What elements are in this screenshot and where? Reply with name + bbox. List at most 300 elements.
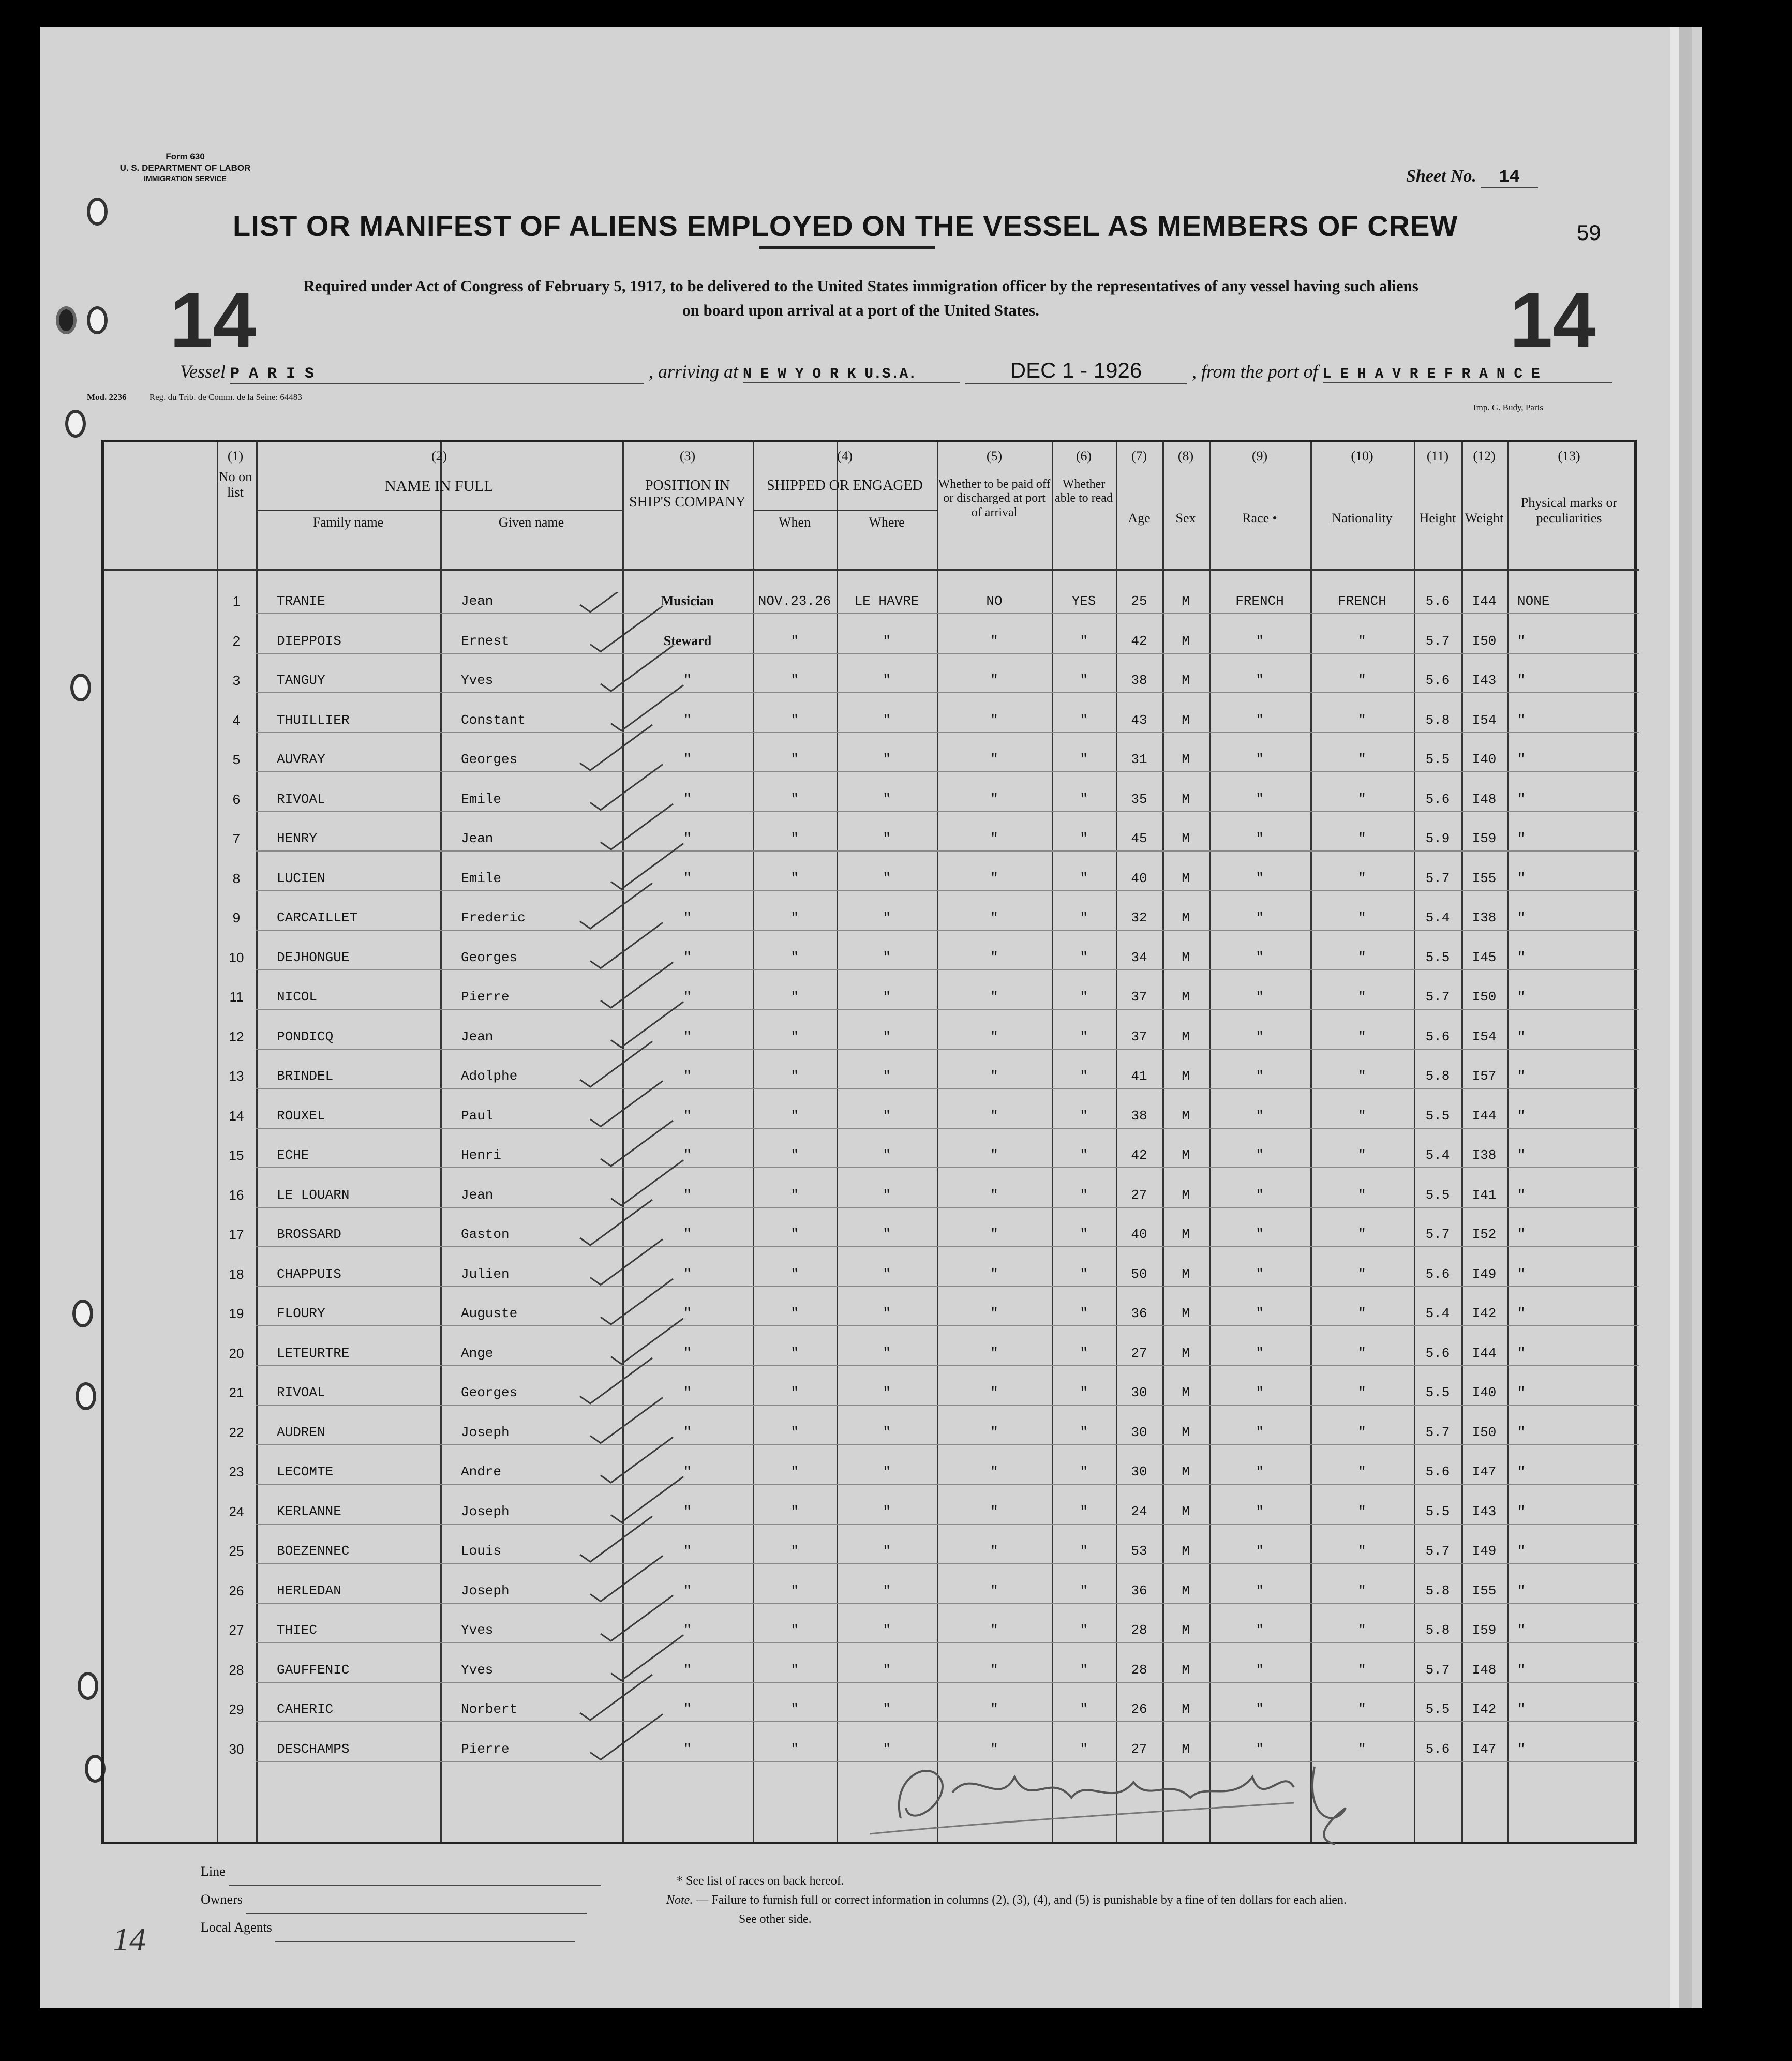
- weight-cell: I47: [1472, 1741, 1497, 1757]
- nationality-cell: ": [1358, 712, 1366, 728]
- position-cell: ": [683, 1385, 692, 1400]
- sex-cell: M: [1182, 1306, 1190, 1321]
- sex-cell: M: [1182, 1187, 1190, 1203]
- weight-cell: I41: [1472, 1187, 1497, 1203]
- given-name-cell: Emile: [461, 870, 502, 886]
- weight-cell: I40: [1472, 752, 1497, 767]
- col-2-title: NAME IN FULL: [385, 477, 494, 495]
- given-name-cell: Ernest: [461, 633, 510, 649]
- able-to-read-cell: ": [1080, 1503, 1088, 1519]
- row-number-cell: 2: [232, 633, 241, 649]
- physical-marks-cell: ": [1517, 1385, 1526, 1400]
- row-rule: [937, 1207, 1639, 1208]
- checkmark-icon: [601, 804, 673, 849]
- col-7-title: Age: [1128, 510, 1151, 526]
- weight-cell: I50: [1472, 989, 1497, 1005]
- age-cell: 40: [1131, 870, 1147, 886]
- vessel-label: Vessel: [180, 361, 226, 382]
- checkmark-icon: [580, 725, 652, 770]
- sheet-number: 14: [1481, 168, 1538, 188]
- height-cell: 5.5: [1425, 1701, 1450, 1717]
- shipped-where-cell: ": [883, 1068, 891, 1084]
- shipped-when-cell: ": [790, 1108, 799, 1124]
- able-to-read-cell: ": [1080, 1108, 1088, 1124]
- paid-off-cell: ": [990, 1108, 998, 1124]
- col-1-header: [217, 449, 254, 500]
- checkmark-icon: [580, 1675, 652, 1720]
- physical-marks-cell: NONE: [1517, 593, 1550, 609]
- weight-cell: I49: [1472, 1266, 1497, 1282]
- height-cell: 5.5: [1425, 949, 1450, 965]
- paid-off-cell: ": [990, 1503, 998, 1519]
- shipped-when-cell: ": [790, 831, 799, 846]
- able-to-read-cell: ": [1080, 1701, 1088, 1717]
- age-cell: 42: [1131, 633, 1147, 649]
- col-13-number: (13): [1558, 449, 1580, 464]
- given-name-cell: Yves: [461, 1662, 494, 1678]
- shipped-when-cell: ": [790, 1543, 799, 1559]
- family-name-cell: ROUXEL: [277, 1108, 325, 1124]
- able-to-read-cell: ": [1080, 1582, 1088, 1599]
- col-12-header: [1461, 449, 1507, 526]
- race-cell: ": [1256, 989, 1264, 1005]
- weight-cell: I50: [1472, 1424, 1497, 1440]
- race-cell: ": [1256, 949, 1264, 965]
- when-header: When: [778, 515, 811, 530]
- able-to-read-cell: ": [1080, 1187, 1088, 1203]
- family-name-cell: CAHERIC: [277, 1701, 334, 1717]
- row-rule: [937, 771, 1639, 772]
- height-cell: 5.7: [1425, 870, 1450, 886]
- height-cell: 5.8: [1425, 712, 1450, 728]
- row-number-cell: 9: [232, 910, 241, 925]
- row-rule: [937, 1128, 1639, 1129]
- races-note: * See list of races on back hereof.: [677, 1874, 844, 1888]
- checkmark-icon: [590, 1714, 663, 1760]
- given-name-cell: Adolphe: [461, 1068, 518, 1084]
- checkmark-strokes: [487, 592, 704, 1855]
- nationality-cell: ": [1358, 831, 1366, 846]
- row-number-cell: 19: [229, 1306, 244, 1321]
- shipped-where-cell: ": [883, 1227, 891, 1242]
- given-name-cell: Georges: [461, 1385, 518, 1400]
- able-to-read-cell: ": [1080, 989, 1088, 1005]
- position-cell: ": [683, 910, 692, 925]
- printer-imprint: Imp. G. Budy, Paris: [1473, 402, 1543, 412]
- given-name-cell: Henri: [461, 1147, 502, 1163]
- stamp-number-left: 14: [170, 276, 256, 363]
- physical-marks-cell: ": [1517, 949, 1526, 965]
- age-cell: 37: [1131, 989, 1147, 1005]
- position-cell: ": [683, 1345, 692, 1361]
- given-name-cell: Georges: [461, 949, 518, 965]
- paid-off-cell: ": [990, 1543, 998, 1559]
- weight-cell: I44: [1472, 1108, 1497, 1124]
- row-rule: [937, 1049, 1639, 1050]
- given-name-cell: Yves: [461, 673, 494, 688]
- departure-port: L E H A V R E F R A N C E: [1323, 366, 1612, 383]
- position-cell: ": [683, 1622, 692, 1638]
- sex-cell: M: [1182, 1464, 1190, 1480]
- physical-marks-cell: ": [1517, 1187, 1526, 1203]
- row-rule: [937, 890, 1639, 891]
- able-to-read-cell: ": [1080, 910, 1088, 925]
- shipped-when-cell: ": [790, 712, 799, 728]
- row-number-cell: 22: [229, 1424, 244, 1440]
- row-number-cell: 10: [229, 949, 244, 965]
- vessel-line: [180, 358, 1612, 384]
- shipped-when-cell: ": [790, 1028, 799, 1044]
- checkmark-icon: [601, 1121, 673, 1166]
- weight-cell: I44: [1472, 593, 1497, 609]
- shipped-when-cell: ": [790, 989, 799, 1005]
- sex-cell: M: [1182, 1266, 1190, 1282]
- row-rule: [937, 1642, 1639, 1643]
- checkmark-icon: [580, 1041, 652, 1087]
- row-number-cell: 20: [229, 1345, 244, 1361]
- given-name-cell: Julien: [461, 1266, 510, 1282]
- given-name-cell: Gaston: [461, 1227, 510, 1242]
- position-cell: ": [683, 949, 692, 965]
- able-to-read-cell: ": [1080, 1345, 1088, 1361]
- family-name-cell: DIEPPOIS: [277, 633, 341, 649]
- sex-cell: M: [1182, 1543, 1190, 1559]
- age-cell: 50: [1131, 1266, 1147, 1282]
- physical-marks-cell: ": [1517, 870, 1526, 886]
- shipped-when-cell: ": [790, 949, 799, 965]
- paid-off-cell: ": [990, 870, 998, 886]
- position-cell: ": [683, 831, 692, 846]
- col-9-title: Race •: [1242, 510, 1277, 526]
- able-to-read-cell: ": [1080, 1622, 1088, 1638]
- race-cell: ": [1256, 1662, 1264, 1678]
- age-cell: 42: [1131, 1147, 1147, 1163]
- able-to-read-cell: YES: [1071, 593, 1096, 609]
- age-cell: 38: [1131, 1108, 1147, 1124]
- row-rule: [937, 1682, 1639, 1683]
- row-number-cell: 11: [229, 989, 244, 1005]
- given-name-cell: Auguste: [461, 1306, 518, 1321]
- nationality-cell: ": [1358, 1701, 1366, 1717]
- sex-cell: M: [1182, 752, 1190, 767]
- nationality-cell: ": [1358, 1503, 1366, 1519]
- weight-cell: I38: [1472, 910, 1497, 925]
- physical-marks-cell: ": [1517, 1464, 1526, 1480]
- row-rule: [937, 1563, 1639, 1564]
- punch-hole: [78, 1672, 98, 1700]
- family-name-cell: GAUFFENIC: [277, 1662, 350, 1678]
- shipped-where-cell: ": [883, 1701, 891, 1717]
- agents-label: Local Agents: [201, 1920, 272, 1935]
- sex-cell: M: [1182, 1701, 1190, 1717]
- sex-cell: M: [1182, 870, 1190, 886]
- able-to-read-cell: ": [1080, 712, 1088, 728]
- paid-off-cell: ": [990, 1582, 998, 1599]
- checkmark-icon: [590, 1239, 663, 1285]
- able-to-read-cell: ": [1080, 1385, 1088, 1400]
- height-cell: 5.7: [1425, 1227, 1450, 1242]
- nationality-cell: ": [1358, 633, 1366, 649]
- height-cell: 5.7: [1425, 989, 1450, 1005]
- shipped-where-cell: ": [883, 1266, 891, 1282]
- family-name-cell: TRANIE: [277, 593, 325, 609]
- paid-off-cell: ": [990, 831, 998, 846]
- col-7-number: (7): [1131, 449, 1147, 464]
- family-name-cell: PONDICQ: [277, 1028, 334, 1044]
- age-cell: 36: [1131, 1306, 1147, 1321]
- shipped-where-cell: ": [883, 1028, 891, 1044]
- shipped-when-cell: ": [790, 1068, 799, 1084]
- height-cell: 5.6: [1425, 593, 1450, 609]
- sex-cell: M: [1182, 1503, 1190, 1519]
- able-to-read-cell: ": [1080, 1424, 1088, 1440]
- form-number: Form 630: [166, 152, 205, 161]
- given-name-cell: Jean: [461, 1028, 494, 1044]
- sex-cell: M: [1182, 831, 1190, 846]
- physical-marks-cell: ": [1517, 831, 1526, 846]
- height-cell: 5.6: [1425, 1741, 1450, 1757]
- registration-text: Reg. du Trib. de Comm. de la Seine: 64483: [149, 392, 302, 402]
- row-number-cell: 26: [229, 1582, 244, 1599]
- shipped-when-cell: ": [790, 752, 799, 767]
- weight-cell: I54: [1472, 1028, 1497, 1044]
- shipped-where-cell: ": [883, 1385, 891, 1400]
- paid-off-cell: ": [990, 791, 998, 807]
- race-cell: ": [1256, 1424, 1264, 1440]
- row-number-cell: 14: [229, 1108, 244, 1124]
- given-name-cell: Jean: [461, 593, 494, 609]
- subheader-rule: [753, 510, 937, 511]
- row-number-cell: 5: [232, 752, 241, 767]
- physical-marks-cell: ": [1517, 1622, 1526, 1638]
- punch-hole: [72, 1300, 93, 1327]
- checkmark-icon: [590, 765, 663, 810]
- col-3-number: (3): [679, 449, 696, 464]
- row-number-cell: 17: [229, 1227, 244, 1242]
- shipped-where-cell: ": [883, 831, 891, 846]
- sex-cell: M: [1182, 1028, 1190, 1044]
- paid-off-cell: ": [990, 633, 998, 649]
- age-cell: 24: [1131, 1503, 1147, 1519]
- shipped-where-cell: ": [883, 1108, 891, 1124]
- row-number-cell: 1: [232, 593, 241, 609]
- row-rule: [937, 1167, 1639, 1168]
- row-rule: [937, 613, 1639, 614]
- weight-cell: I45: [1472, 949, 1497, 965]
- shipped-where-cell: ": [883, 910, 891, 925]
- nationality-cell: ": [1358, 910, 1366, 925]
- nationality-cell: ": [1358, 1741, 1366, 1757]
- paid-off-cell: ": [990, 1028, 998, 1044]
- col-3-header: [622, 449, 753, 511]
- row-rule: [937, 1286, 1639, 1287]
- given-name-cell: Frederic: [461, 910, 526, 925]
- col-4-header: [753, 449, 937, 494]
- checkmark-icon: [590, 923, 663, 968]
- weight-cell: I49: [1472, 1543, 1497, 1559]
- checkmark-icon: [601, 646, 673, 691]
- height-cell: 5.5: [1425, 1187, 1450, 1203]
- title-underline: [759, 246, 935, 249]
- row-number-cell: 30: [229, 1741, 244, 1757]
- col-12-number: (12): [1473, 449, 1496, 464]
- row-number-cell: 6: [232, 791, 241, 807]
- age-cell: 31: [1131, 752, 1147, 767]
- see-other-side: See other side.: [739, 1913, 812, 1926]
- row-rule: [937, 1246, 1639, 1247]
- family-name-cell: RIVOAL: [277, 791, 325, 807]
- row-rule: [937, 1009, 1639, 1010]
- row-rule: [937, 1721, 1639, 1722]
- shipped-when-cell: ": [790, 910, 799, 925]
- shipped-where-cell: ": [883, 633, 891, 649]
- weight-cell: I57: [1472, 1068, 1497, 1084]
- race-cell: ": [1256, 831, 1264, 846]
- race-cell: ": [1256, 791, 1264, 807]
- col-4-title: SHIPPED OR ENGAGED: [767, 477, 923, 494]
- row-rule: [937, 969, 1639, 970]
- col-5-header: [937, 449, 1052, 520]
- punch-hole: [87, 306, 108, 334]
- shipped-where-cell: ": [883, 1622, 891, 1638]
- position-cell: ": [683, 870, 692, 886]
- given-name-cell: Joseph: [461, 1424, 510, 1440]
- row-rule: [937, 1088, 1639, 1089]
- race-cell: ": [1256, 1582, 1264, 1599]
- nationality-cell: ": [1358, 1266, 1366, 1282]
- race-cell: ": [1256, 1385, 1264, 1400]
- from-port-label: , from the port of: [1192, 361, 1318, 382]
- race-cell: ": [1256, 1187, 1264, 1203]
- row-number-cell: 25: [229, 1543, 244, 1559]
- shipped-where-cell: ": [883, 1464, 891, 1480]
- paid-off-cell: ": [990, 752, 998, 767]
- paid-off-cell: ": [990, 1266, 998, 1282]
- row-number-cell: 24: [229, 1503, 244, 1519]
- physical-marks-cell: ": [1517, 673, 1526, 688]
- row-number-cell: 28: [229, 1662, 244, 1678]
- col-8-header: [1162, 449, 1209, 526]
- race-cell: ": [1256, 633, 1264, 649]
- header-rule: [104, 569, 1639, 571]
- checkmark-icon: [580, 1358, 652, 1403]
- row-number-cell: 4: [232, 712, 241, 728]
- row-number-cell: 3: [232, 673, 241, 688]
- nationality-cell: ": [1358, 1345, 1366, 1361]
- physical-marks-cell: ": [1517, 712, 1526, 728]
- shipped-when-cell: ": [790, 791, 799, 807]
- height-cell: 5.6: [1425, 1464, 1450, 1480]
- form-header: [118, 151, 252, 183]
- punch-hole: [76, 1382, 96, 1410]
- race-cell: ": [1256, 1108, 1264, 1124]
- agents-field: [201, 1914, 601, 1942]
- position-cell: ": [683, 989, 692, 1005]
- family-name-header: Family name: [312, 515, 384, 530]
- position-cell: ": [683, 1503, 692, 1519]
- row-number-cell: 8: [232, 870, 241, 886]
- race-cell: ": [1256, 910, 1264, 925]
- able-to-read-cell: ": [1080, 1662, 1088, 1678]
- sex-cell: M: [1182, 1147, 1190, 1163]
- checkmark-icon: [611, 1160, 683, 1206]
- checkmark-icon: [611, 1477, 683, 1522]
- given-name-cell: Jean: [461, 831, 494, 846]
- given-name-cell: Pierre: [461, 989, 510, 1005]
- able-to-read-cell: ": [1080, 633, 1088, 649]
- physical-marks-cell: ": [1517, 1028, 1526, 1044]
- col-13-header: [1507, 449, 1631, 526]
- checkmark-icon: [580, 1200, 652, 1245]
- able-to-read-cell: ": [1080, 1227, 1088, 1242]
- shipped-where-cell: ": [883, 1543, 891, 1559]
- race-cell: ": [1256, 1266, 1264, 1282]
- row-rule: [937, 1444, 1639, 1445]
- age-cell: 27: [1131, 1187, 1147, 1203]
- given-name-header: Given name: [498, 515, 564, 530]
- paid-off-cell: ": [990, 1741, 998, 1757]
- weight-cell: I38: [1472, 1147, 1497, 1163]
- checkmark-icon: [580, 883, 652, 929]
- race-cell: ": [1256, 1345, 1264, 1361]
- paid-off-cell: ": [990, 1385, 998, 1400]
- physical-marks-cell: ": [1517, 1741, 1526, 1757]
- age-cell: 34: [1131, 949, 1147, 965]
- nationality-cell: ": [1358, 1662, 1366, 1678]
- shipped-when-cell: ": [790, 1385, 799, 1400]
- row-rule: [937, 1524, 1639, 1525]
- position-cell: ": [683, 1068, 692, 1084]
- position-cell: ": [683, 1741, 692, 1757]
- weight-cell: I40: [1472, 1385, 1497, 1400]
- age-cell: 32: [1131, 910, 1147, 925]
- family-name-cell: AUVRAY: [277, 752, 325, 767]
- col-12-title: Weight: [1465, 510, 1504, 526]
- shipped-where-cell: ": [883, 1582, 891, 1599]
- col-9-number: (9): [1251, 449, 1268, 464]
- height-cell: 5.5: [1425, 1503, 1450, 1519]
- position-cell: ": [683, 1701, 692, 1717]
- height-cell: 5.5: [1425, 752, 1450, 767]
- where-header: Where: [869, 515, 905, 530]
- checkmark-icon: [590, 1398, 663, 1443]
- shipped-where-cell: ": [883, 791, 891, 807]
- shipped-when-cell: ": [790, 1622, 799, 1638]
- checkmark-icon: [580, 592, 652, 612]
- family-name-cell: DEJHONGUE: [277, 949, 350, 965]
- col-1-title: No on list: [218, 469, 252, 500]
- nationality-cell: ": [1358, 1424, 1366, 1440]
- shipped-when-cell: ": [790, 1741, 799, 1757]
- paid-off-cell: ": [990, 712, 998, 728]
- able-to-read-cell: ": [1080, 673, 1088, 688]
- note-label: Note.: [666, 1893, 693, 1907]
- physical-marks-cell: ": [1517, 910, 1526, 925]
- race-cell: ": [1256, 1227, 1264, 1242]
- race-cell: ": [1256, 1701, 1264, 1717]
- paid-off-cell: ": [990, 1147, 998, 1163]
- position-cell: ": [683, 1464, 692, 1480]
- nationality-cell: ": [1358, 1306, 1366, 1321]
- paid-off-cell: ": [990, 1622, 998, 1638]
- col-10-title: Nationality: [1332, 510, 1393, 526]
- weight-cell: I52: [1472, 1227, 1497, 1242]
- shipped-where-cell: ": [883, 1503, 891, 1519]
- physical-marks-cell: ": [1517, 1227, 1526, 1242]
- position-cell: ": [683, 1147, 692, 1163]
- shipped-where-cell: ": [883, 949, 891, 965]
- given-name-cell: Joseph: [461, 1582, 510, 1599]
